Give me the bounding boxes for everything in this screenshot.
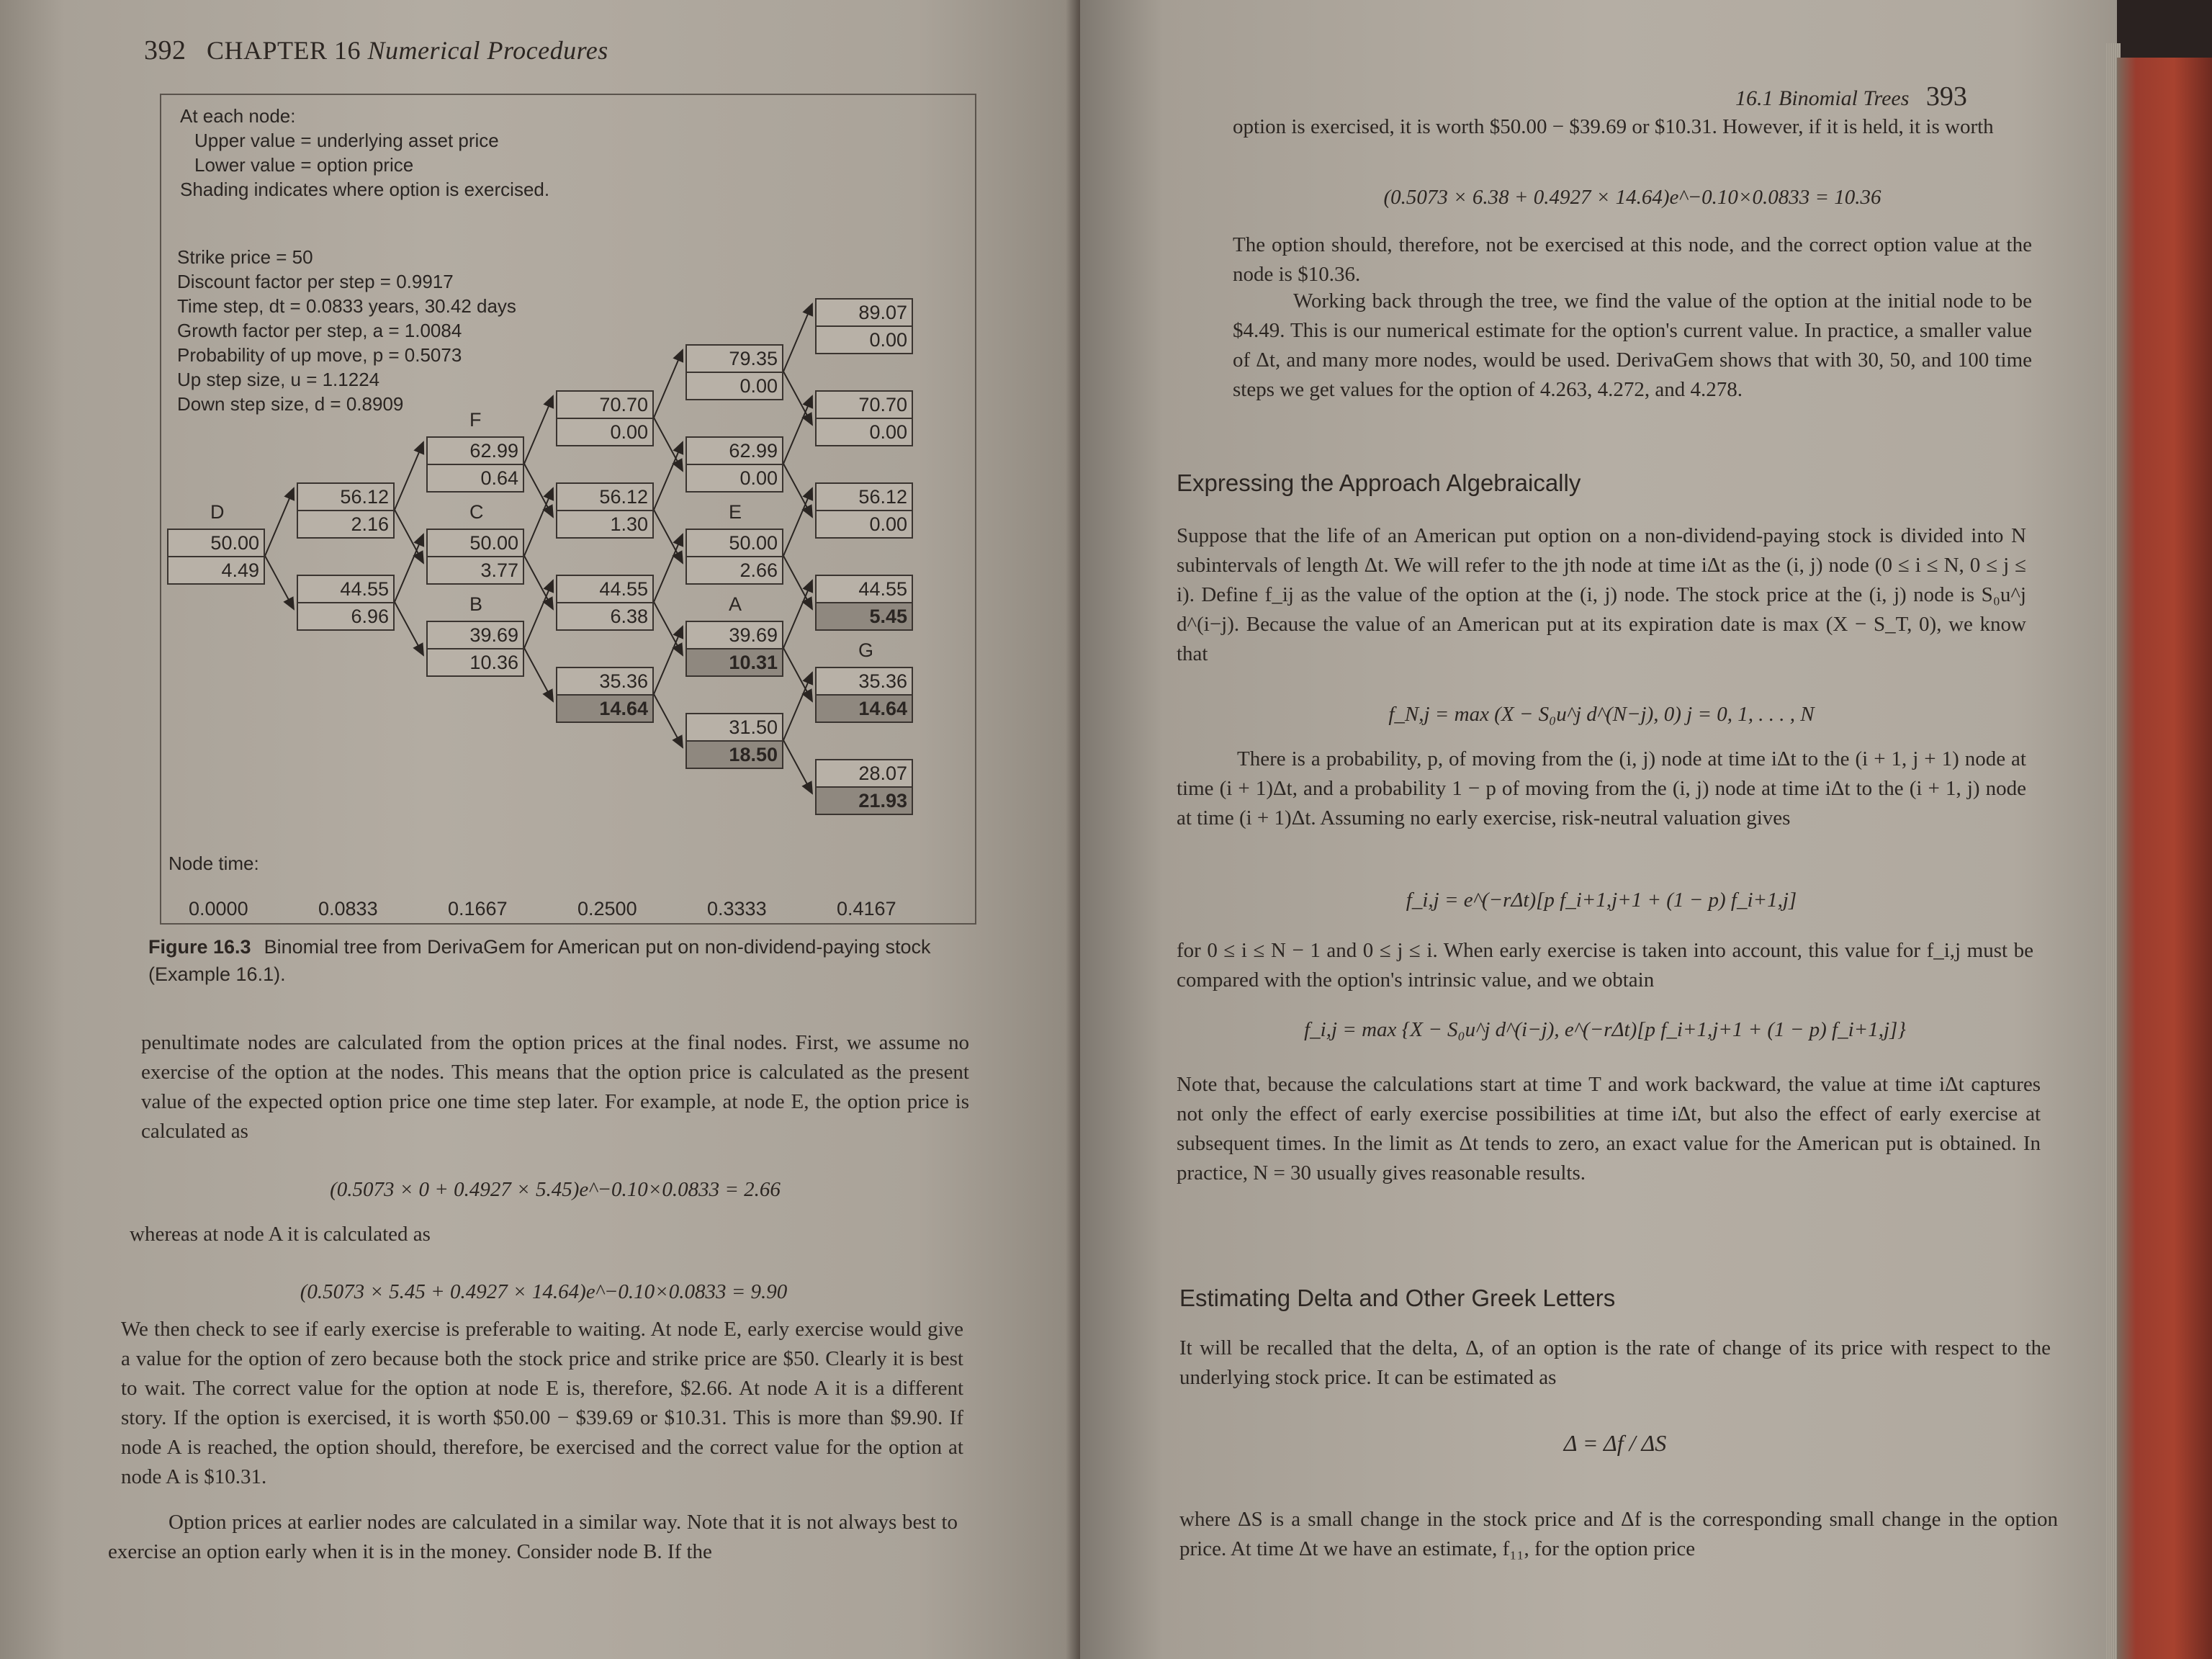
tree-edge: [654, 442, 683, 510]
right-equation-4: f_i,j = max {X − S₀u^j d^(i−j), e^(−rΔt)[p f_i+1,j+1 + (1 − p) f_i+1,j]}: [1304, 1018, 1906, 1041]
node-label: E: [729, 501, 742, 523]
right-page: [1080, 0, 2117, 1659]
tree-edge: [265, 488, 294, 556]
node-upper-value: 79.35: [687, 346, 782, 373]
node-upper-value: 39.69: [428, 622, 523, 649]
tree-edge: [783, 556, 812, 609]
time-tick: 0.4167: [837, 898, 896, 920]
tree-node: [685, 713, 783, 769]
tree-node: [556, 390, 654, 446]
node-label: G: [858, 639, 874, 661]
tree-edge: [783, 488, 812, 556]
node-lower-value: 21.93: [817, 788, 912, 814]
node-upper-value: 44.55: [817, 576, 912, 603]
time-tick: 0.2500: [577, 898, 637, 920]
tree-edge: [783, 740, 812, 793]
chapter-label: CHAPTER 16: [207, 36, 361, 65]
right-page-number: 393: [1925, 81, 1967, 112]
tree-edge: [395, 510, 423, 563]
tree-edge: [783, 464, 812, 517]
node-label: D: [210, 501, 225, 523]
node-upper-value: 50.00: [168, 530, 264, 557]
right-paragraph-8: It will be recalled that the delta, Δ, of an option is the rate of change of its price with respect to the underlying stock price. It can be estimated as: [1179, 1336, 2051, 1389]
node-lower-value: 6.38: [557, 603, 652, 629]
node-lower-value: 3.77: [428, 557, 523, 583]
parameter-line: Time step, dt = 0.0833 years, 30.42 days: [177, 295, 516, 317]
node-lower-value: 6.96: [298, 603, 393, 629]
right-paragraph-2: The option should, therefore, not be exercised at this node, and the correct option value at the node is $10.36.: [1233, 233, 2032, 286]
tree-edge: [783, 304, 812, 372]
tree-node: [685, 621, 783, 677]
node-upper-value: 35.36: [557, 668, 652, 696]
node-upper-value: 89.07: [817, 300, 912, 327]
caption-text: Binomial tree from DerivaGem for American put on non-dividend-paying stock (Example 16.1).: [148, 936, 931, 985]
tree-edge: [654, 350, 683, 418]
parameter-line: Growth factor per step, a = 1.0084: [177, 320, 462, 341]
node-lower-value: 0.00: [687, 465, 782, 491]
node-lower-value: 0.00: [817, 327, 912, 353]
legend-line: Shading indicates where option is exercised.: [180, 179, 550, 200]
node-lower-value: 0.00: [687, 373, 782, 399]
time-tick: 0.3333: [707, 898, 767, 920]
left-paragraph-1: penultimate nodes are calculated from the option prices at the final nodes. First, we assume no exercise of the option at the nodes. This means that the option price is calculated as the present value of the expected option price one time step later. For example, at node E, the option price is calculated as: [141, 1031, 969, 1143]
node-lower-value: 0.64: [428, 465, 523, 491]
book-cover-edge: [2117, 58, 2212, 1659]
tree-edge: [654, 602, 683, 655]
tree-node: [297, 575, 395, 631]
node-lower-value: 10.31: [687, 649, 782, 675]
node-lower-value: 10.36: [428, 649, 523, 675]
tree-node: [815, 575, 913, 631]
tree-edge: [654, 534, 683, 602]
tree-edge: [265, 556, 294, 609]
tree-edge: [524, 464, 553, 517]
binomial-tree-figure: [160, 94, 976, 925]
section-heading-algebraic: Expressing the Approach Algebraically: [1177, 469, 1581, 496]
left-equation-2: (0.5073 × 5.45 + 0.4927 × 14.64)e^−0.10×0.0833 = 9.90: [300, 1280, 788, 1303]
tree-edge: [395, 442, 423, 510]
tree-edge: [783, 372, 812, 425]
node-upper-value: 39.69: [687, 622, 782, 649]
caption-label: Figure 16.3: [148, 936, 251, 958]
right-paragraph-4: Suppose that the life of an American put option on a non-dividend-paying stock is divided into N subintervals of length Δt. We will refer to the jth node at time iΔt as the (i, j) node (0 ≤ i ≤ N, 0 ≤ j ≤ i). Define f_ij as the value of the option at the (i, j) node. The stock price at the (i, j) node is S₀u^j d^(i−j). Because the value of an American put at its expiration date is max (X − S_T, 0), we know that: [1177, 524, 2026, 665]
node-upper-value: 44.55: [557, 576, 652, 603]
tree-node: [556, 482, 654, 539]
node-label: C: [469, 501, 484, 523]
left-page-number: 392: [144, 35, 186, 66]
tree-node: [426, 621, 524, 677]
tree-edge: [654, 694, 683, 747]
tree-edge: [524, 580, 553, 648]
time-tick: 0.0833: [318, 898, 378, 920]
node-upper-value: 62.99: [428, 438, 523, 465]
section-heading-greeks: Estimating Delta and Other Greek Letters: [1179, 1285, 1616, 1311]
left-paragraph-3: We then check to see if early exercise is preferable to waiting. At node E, early exercise would give a value for the option of zero because both the stock price and strike price are $50. Clearly it is best to wait. The correct value for the option at node E is, therefore, $2.66. At node A it is a different story. If the option is exercised, it is worth $50.00 − $39.69 or $10.31. This is more than $9.90. If node A is reached, the option should, therefore, be exercised and the correct value for the option at node A is $10.31.: [121, 1318, 963, 1488]
node-upper-value: 56.12: [298, 484, 393, 511]
parameter-line: Discount factor per step = 0.9917: [177, 271, 454, 292]
left-paragraph-4: Option prices at earlier nodes are calculated in a similar way. Note that it is not always best to exercise an option early when it is in the money. Consider node B. If the: [108, 1511, 958, 1563]
tree-node: [426, 436, 524, 493]
node-lower-value: 2.66: [687, 557, 782, 583]
tree-node: [815, 667, 913, 723]
node-upper-value: 56.12: [557, 484, 652, 511]
node-upper-value: 50.00: [687, 530, 782, 557]
tree-node: [685, 529, 783, 585]
right-equation-1: (0.5073 × 6.38 + 0.4927 × 14.64)e^−0.10×0.0833 = 10.36: [1383, 186, 1881, 209]
node-label: B: [469, 593, 483, 615]
parameter-line: Probability of up move, p = 0.5073: [177, 344, 462, 366]
tree-node: [556, 667, 654, 723]
node-lower-value: 5.45: [817, 603, 912, 629]
tree-edge: [783, 396, 812, 464]
tree-node: [685, 436, 783, 493]
tree-edge: [524, 648, 553, 701]
left-page: [0, 0, 1080, 1659]
tree-node: [815, 298, 913, 354]
node-lower-value: 0.00: [817, 419, 912, 445]
parameter-line: Up step size, u = 1.1224: [177, 369, 380, 390]
node-upper-value: 28.07: [817, 760, 912, 788]
parameter-line: Strike price = 50: [177, 246, 313, 268]
right-paragraph-3: Working back through the tree, we find the value of the option at the initial node to be $4.49. This is our numerical estimate for the option's current value. In practice, a smaller value of Δt, and many more nodes, would be used. DerivaGem shows that with 30, 50, and 100 time steps we get values for the option of 4.263, 4.272, and 4.278.: [1233, 289, 2032, 401]
time-tick: 0.0000: [189, 898, 248, 920]
parameter-line: Down step size, d = 0.8909: [177, 393, 404, 415]
tree-edge: [783, 648, 812, 701]
tree-edge: [524, 396, 553, 464]
left-equation-1: (0.5073 × 0 + 0.4927 × 5.45)e^−0.10×0.0833 = 2.66: [330, 1178, 781, 1201]
right-equation-5: Δ = Δf / ΔS: [1563, 1430, 1667, 1456]
node-lower-value: 2.16: [298, 511, 393, 537]
node-upper-value: 35.36: [817, 668, 912, 696]
node-upper-value: 70.70: [557, 392, 652, 419]
node-upper-value: 56.12: [817, 484, 912, 511]
right-paragraph-7: Note that, because the calculations start at time T and work backward, the value at time iΔt captures not only the effect of early exercise possibilities at time iΔt, but also the effect of early exercise at subsequent times. In the limit as Δt tends to zero, an exact value for the American put is obtained. In practice, N = 30 usually gives reasonable results.: [1177, 1073, 2041, 1184]
tree-node: [685, 344, 783, 400]
node-upper-value: 31.50: [687, 714, 782, 742]
node-label: F: [469, 409, 482, 431]
right-paragraph-9: where ΔS is a small change in the stock price and Δf is the corresponding small change in the option price. At time Δt we have an estimate, f₁₁, for the option price: [1179, 1508, 2058, 1560]
left-running-head: [144, 35, 608, 66]
tree-node: [815, 759, 913, 815]
node-lower-value: 0.00: [557, 419, 652, 445]
right-paragraph-6: for 0 ≤ i ≤ N − 1 and 0 ≤ j ≤ i. When early exercise is taken into account, this value for f_i,j must be compared with the option's intrinsic value, and we obtain: [1177, 939, 2033, 992]
node-lower-value: 4.49: [168, 557, 264, 583]
section-title: 16.1 Binomial Trees: [1735, 86, 1910, 110]
node-upper-value: 70.70: [817, 392, 912, 419]
tree-node: [815, 390, 913, 446]
tree-edge: [783, 580, 812, 648]
right-running-head: [1735, 81, 1967, 112]
node-lower-value: 0.00: [817, 511, 912, 537]
tree-edge: [654, 626, 683, 694]
right-equation-2: f_N,j = max (X − S₀u^j d^(N−j), 0) j = 0, 1, . . . , N: [1388, 703, 1815, 726]
legend-line: Lower value = option price: [194, 154, 414, 176]
tree-node: [297, 482, 395, 539]
tree-edge: [654, 418, 683, 471]
tree-edge: [395, 534, 423, 602]
right-equation-3: f_i,j = e^(−rΔt)[p f_i+1,j+1 + (1 − p) f_i+1,j]: [1406, 889, 1797, 912]
tree-node: [815, 482, 913, 539]
figure-caption: [148, 933, 962, 988]
tree-edge: [524, 488, 553, 556]
tree-edge: [783, 673, 812, 740]
left-paragraph-2: whereas at node A it is calculated as: [130, 1223, 431, 1246]
node-upper-value: 44.55: [298, 576, 393, 603]
tree-node: [167, 529, 265, 585]
legend-line: Upper value = underlying asset price: [194, 130, 499, 151]
tree-node: [426, 529, 524, 585]
right-paragraph-5: There is a probability, p, of moving from the (i, j) node at time iΔt to the (i + 1, j + 1) node at time (i + 1)Δt, and a probability 1 − p of moving from the (i, j) node at time iΔt to the (i + 1, j) node at time (i + 1)Δt. Assuming no early exercise, risk-neutral valuation gives: [1177, 747, 2026, 830]
node-lower-value: 18.50: [687, 742, 782, 768]
node-lower-value: 1.30: [557, 511, 652, 537]
node-time-label: Node time:: [168, 853, 259, 874]
node-upper-value: 50.00: [428, 530, 523, 557]
legend-line: At each node:: [180, 105, 296, 127]
node-lower-value: 14.64: [817, 696, 912, 721]
node-label: A: [729, 593, 742, 615]
tree-edge: [524, 556, 553, 609]
tree-edge: [654, 510, 683, 563]
node-lower-value: 14.64: [557, 696, 652, 721]
time-tick: 0.1667: [448, 898, 508, 920]
node-upper-value: 62.99: [687, 438, 782, 465]
chapter-title: Numerical Procedures: [367, 36, 608, 65]
tree-edge: [395, 602, 423, 655]
right-paragraph-1: option is exercised, it is worth $50.00 − $39.69 or $10.31. However, if it is held, it is worth: [1233, 115, 1994, 138]
tree-node: [556, 575, 654, 631]
